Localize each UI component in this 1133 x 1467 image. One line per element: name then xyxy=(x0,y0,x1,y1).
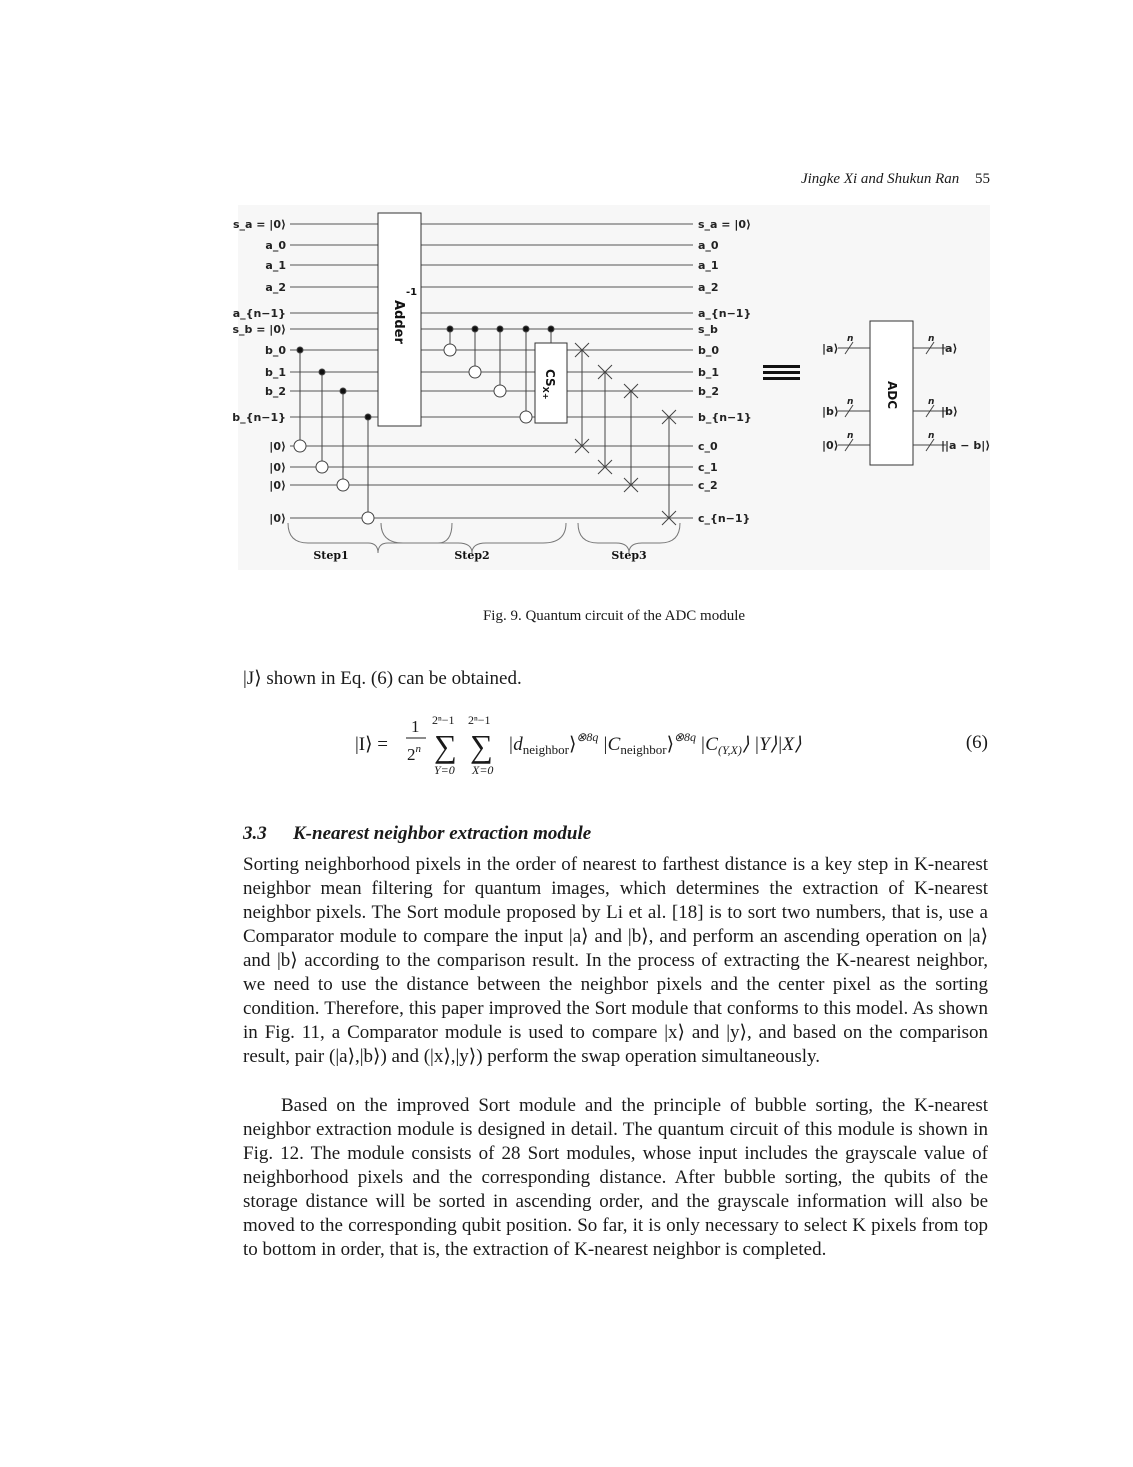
paragraph-1: Sorting neighborhood pixels in the order of nearest to farthest distance is a key step in K-nearest neighbor mean filtering for quantum images, which determines the extraction of K-nearest neighbor pixels. The Sort module proposed by Li et al. [18] is to sort two numbers, that is, use a Comparator module to compare the input |a⟩ and |b⟩, and perform an ascending operation on |a⟩ and |b⟩ according to the comparison result. In the process of extracting the K-nearest neighbor, we need to use the distance between the neighbor pixels and the center pixel as the sorting condition. Therefore, this paper improved the Sort module that conforms to this model. As shown in Fig. 11, a Comparator module is used to compare |x⟩ and |y⟩, and based on the comparison result, pair (|a⟩,|b⟩) and (|x⟩,|y⟩) perform the swap operation simultaneously. xyxy=(243,854,988,1067)
adc-label: ADC xyxy=(885,381,899,410)
right-wire-label: a_1 xyxy=(698,259,719,272)
qubit-wires xyxy=(290,224,693,518)
left-wire-label: s_b = |0⟩ xyxy=(232,323,286,336)
left-wire-label: |0⟩ xyxy=(269,440,286,453)
adc-input-label: |0⟩ xyxy=(822,439,839,452)
sum1-upper: 2ⁿ−1 xyxy=(432,713,455,727)
right-wire-label: c_2 xyxy=(698,479,718,492)
header-authors: Jingke Xi and Shukun Ran xyxy=(800,171,960,187)
right-wire-label: c_0 xyxy=(698,440,718,453)
left-wire-label: b_{n−1} xyxy=(232,411,286,424)
left-wire-label: a_{n−1} xyxy=(232,307,286,320)
sum2-lower: X=0 xyxy=(472,763,494,777)
target-circle xyxy=(469,366,481,378)
left-wire-label: |0⟩ xyxy=(269,479,286,492)
equation-body: $|d_{neighbor}⟩^{\otimes 8q}$ $|C_{neighbor}⟩^{\otimes 8q}$ $|C_{(Y,X)}⟩$ |Y⟩|X⟩ xyxy=(508,730,802,757)
sum2-symbol: ∑ xyxy=(470,728,493,764)
intro-sentence: |J⟩ shown in Eq. (6) can be obtained. xyxy=(243,668,522,689)
sum1-symbol: ∑ xyxy=(434,728,457,764)
target-circle xyxy=(520,411,532,423)
control-dot xyxy=(447,326,453,332)
bus-width-label: n xyxy=(928,431,935,441)
section-heading xyxy=(243,823,591,845)
left-wire-label: a_1 xyxy=(265,259,286,272)
right-wire-label: a_2 xyxy=(698,281,719,294)
step2-label: Step2 xyxy=(454,549,490,562)
bus-width-label: n xyxy=(928,397,935,407)
equation-lhs: |I⟩ = xyxy=(355,734,389,755)
right-wire-label: b_2 xyxy=(698,385,720,398)
paragraph-2: Based on the improved Sort module and the principle of bubble sorting, the K-nearest neighbor extraction module is designed in detail. The quantum circuit of this module is shown in Fig. 12. The module consists of 28 Sort modules, whose input includes the grayscale value of neighborhood pixels and the corresponding distance. After bubble sorting, the qubits of the storage distance will be sorted in ascending order, and the grayscale information will also be moved to the corresponding qubit position. So far, it is only necessary to select K pixels from top to bottom in order, that is, the extraction of K-nearest neighbor is completed. xyxy=(243,1095,988,1260)
adc-circuit-figure xyxy=(232,205,991,570)
left-wire-label: s_a = |0⟩ xyxy=(232,218,286,231)
figure-caption: Fig. 9. Quantum circuit of the ADC module xyxy=(482,608,746,624)
adc-output-label: |a⟩ xyxy=(941,342,958,355)
target-circle xyxy=(294,440,306,452)
equation-number: (6) xyxy=(965,732,988,753)
target-circle xyxy=(337,479,349,491)
target-circle xyxy=(316,461,328,473)
target-circle xyxy=(494,385,506,397)
right-wire-label: b_0 xyxy=(698,344,720,357)
right-wire-labels xyxy=(698,218,752,525)
left-wire-label: a_2 xyxy=(265,281,286,294)
left-wire-label: b_0 xyxy=(264,344,286,357)
adc-input-label: |a⟩ xyxy=(822,342,839,355)
right-wire-label: a_{n−1} xyxy=(698,307,752,320)
control-dot xyxy=(523,326,529,332)
fraction-numerator: 1 xyxy=(411,717,420,736)
control-dot xyxy=(297,347,303,353)
right-wire-label: a_0 xyxy=(698,239,719,252)
adc-output-label: ||a − b|⟩ xyxy=(941,439,991,452)
left-wire-label: |0⟩ xyxy=(269,461,286,474)
right-wire-label: c_1 xyxy=(698,461,718,474)
step1-label: Step1 xyxy=(313,549,349,562)
left-wire-label: a_0 xyxy=(265,239,286,252)
right-wire-label: s_a = |0⟩ xyxy=(698,218,752,231)
sum2-upper: 2ⁿ−1 xyxy=(468,713,491,727)
right-wire-label: b_{n−1} xyxy=(698,411,752,424)
bus-width-label: n xyxy=(847,334,854,344)
step3-label: Step3 xyxy=(611,549,647,562)
page-number: 55 xyxy=(975,171,990,187)
right-wire-label: c_{n−1} xyxy=(698,512,751,525)
control-dot xyxy=(497,326,503,332)
running-header xyxy=(700,171,990,188)
control-dot xyxy=(472,326,478,332)
adc-output-label: |b⟩ xyxy=(941,405,958,418)
control-dot xyxy=(365,414,371,420)
right-wire-label: s_b xyxy=(698,323,718,336)
bus-width-label: n xyxy=(847,431,854,441)
cs-label: $CS_{X+}$ xyxy=(541,369,557,400)
equivalence-sign xyxy=(763,365,800,380)
control-dot xyxy=(340,388,346,394)
bus-width-label: n xyxy=(847,397,854,407)
target-circle xyxy=(362,512,374,524)
right-wire-label: b_1 xyxy=(698,366,720,379)
bus-width-label: n xyxy=(928,334,935,344)
section-number: 3.3 xyxy=(243,823,267,844)
sum1-lower: Y=0 xyxy=(434,763,455,777)
gates xyxy=(294,326,676,525)
control-dot xyxy=(319,369,325,375)
adder-superscript: -1 xyxy=(406,287,418,298)
control-dot xyxy=(548,326,554,332)
adc-input-label: |b⟩ xyxy=(822,405,839,418)
equation-6 xyxy=(350,712,990,782)
target-circle xyxy=(444,344,456,356)
left-wire-label: b_2 xyxy=(264,385,286,398)
left-wire-labels xyxy=(232,218,286,525)
section-title: K-nearest neighbor extraction module xyxy=(293,823,592,844)
left-wire-label: |0⟩ xyxy=(269,512,286,525)
step-labels xyxy=(313,549,646,562)
circuit-diagram xyxy=(232,205,991,570)
left-wire-label: b_1 xyxy=(264,366,286,379)
fraction-denominator: 2$^n$ xyxy=(407,743,421,764)
adder-label: Adder xyxy=(391,300,406,344)
